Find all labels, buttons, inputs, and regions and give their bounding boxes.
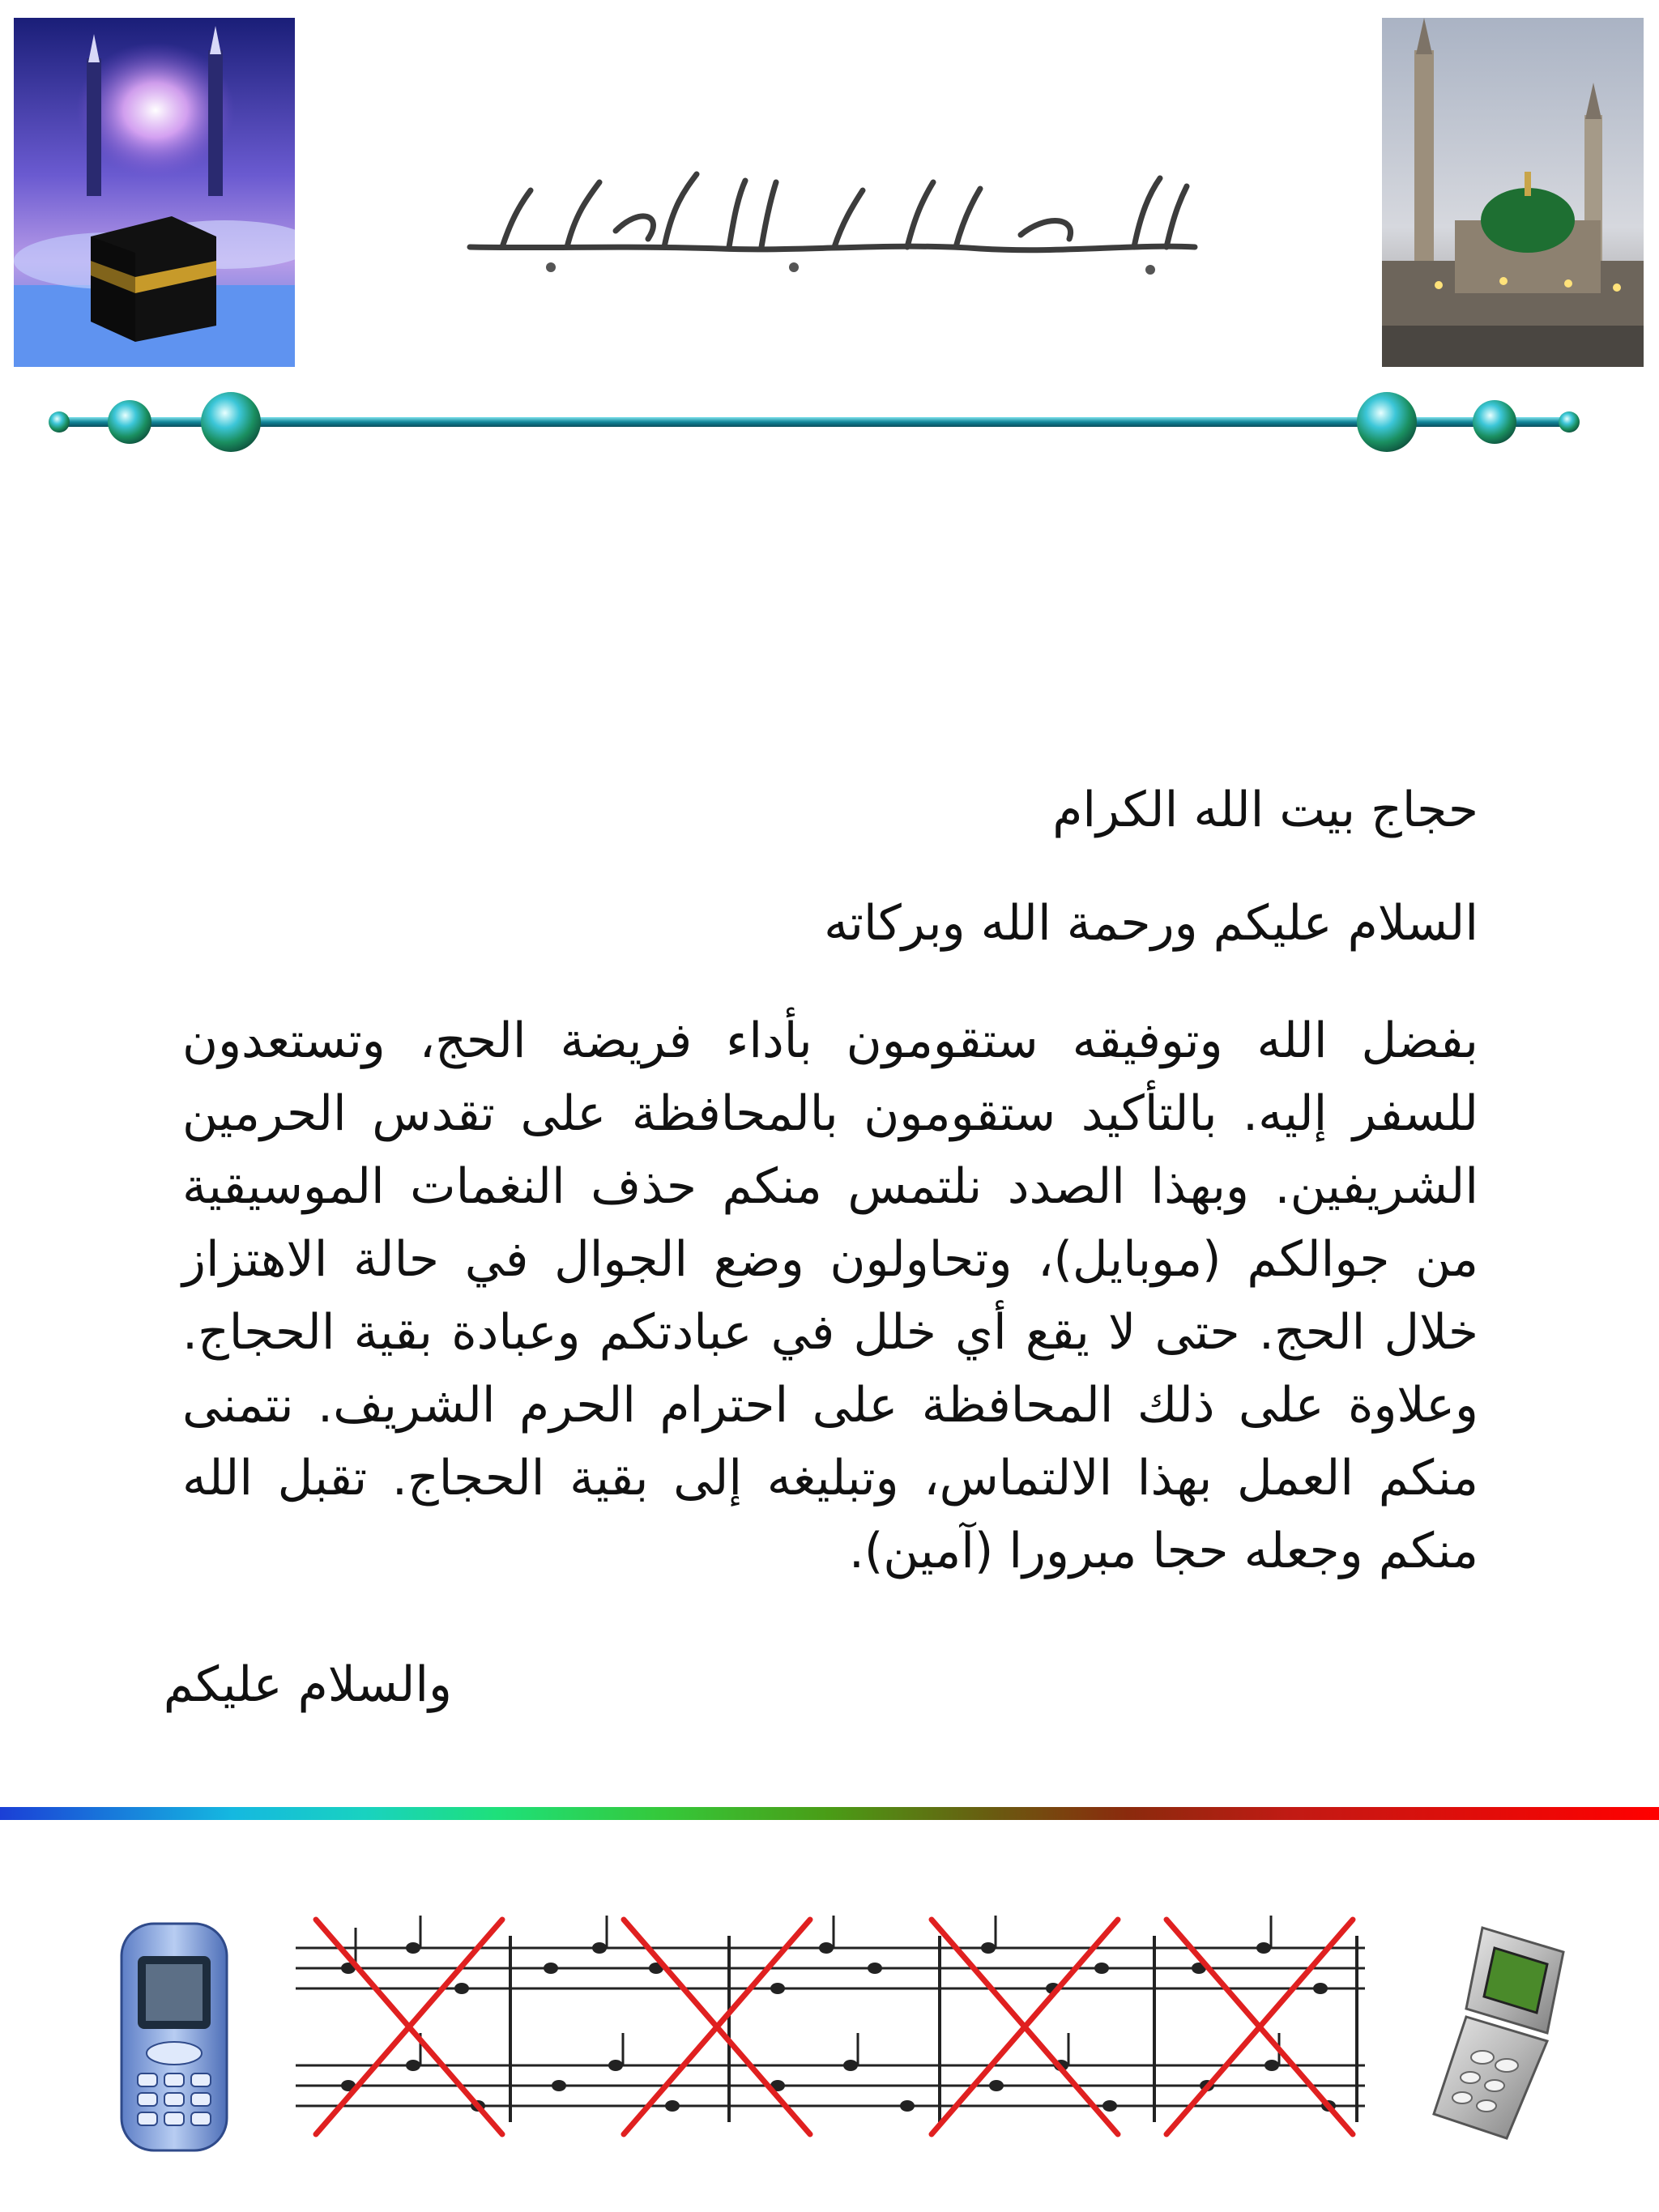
phone-right-image: [1426, 1920, 1570, 2146]
salutation: السلام عليكم ورحمة الله وبركاته: [824, 895, 1478, 952]
basmala-calligraphy-icon: [454, 158, 1215, 279]
closing: والسلام عليكم: [163, 1656, 452, 1713]
greeting-title: حجاج بيت الله الكرام: [1052, 782, 1478, 838]
mosque-icon: [1382, 18, 1644, 367]
rainbow-divider: [0, 1807, 1659, 1820]
crossed-music-notes-icon: [292, 1912, 1369, 2142]
phone-left-image: [113, 1920, 235, 2154]
mobile-phone-icon: [113, 1920, 235, 2154]
crossed-music-staff: [292, 1912, 1369, 2142]
basmala-logo: [454, 158, 1215, 279]
top-divider: [45, 381, 1584, 462]
body-paragraph: بفضل الله وتوفيقه ستقومون بأداء فريضة الحج، وتستعدون للسفر إليه. بالتأكيد ستقومون بالمحافظة على تقدس الحرمين الشريفين. وبهذا الصدد نلتمس منكم حذف النغمات الموسيقية من جوالكم (موبايل)، وتحاولون وضع الجوال في حالة الاهتزاز خلال الحج. حتى لا يقع أي خلل في عبادتكم وعبادة بقية الحجاج. وعلاوة على ذلك المحافظة على احترام الحرم الشريف. نتمنى منكم العمل بهذا الالتماس، وتبليغه إلى بقية الحجاج. تقبل الله منكم وجعله حجا مبرورا (آمين).: [182, 1012, 1478, 1579]
mosque-image: [1382, 18, 1644, 367]
beaded-line-icon: [45, 381, 1584, 462]
kaaba-image: [14, 18, 295, 367]
kaaba-icon: [14, 18, 295, 367]
flip-phone-icon: [1426, 1920, 1570, 2146]
